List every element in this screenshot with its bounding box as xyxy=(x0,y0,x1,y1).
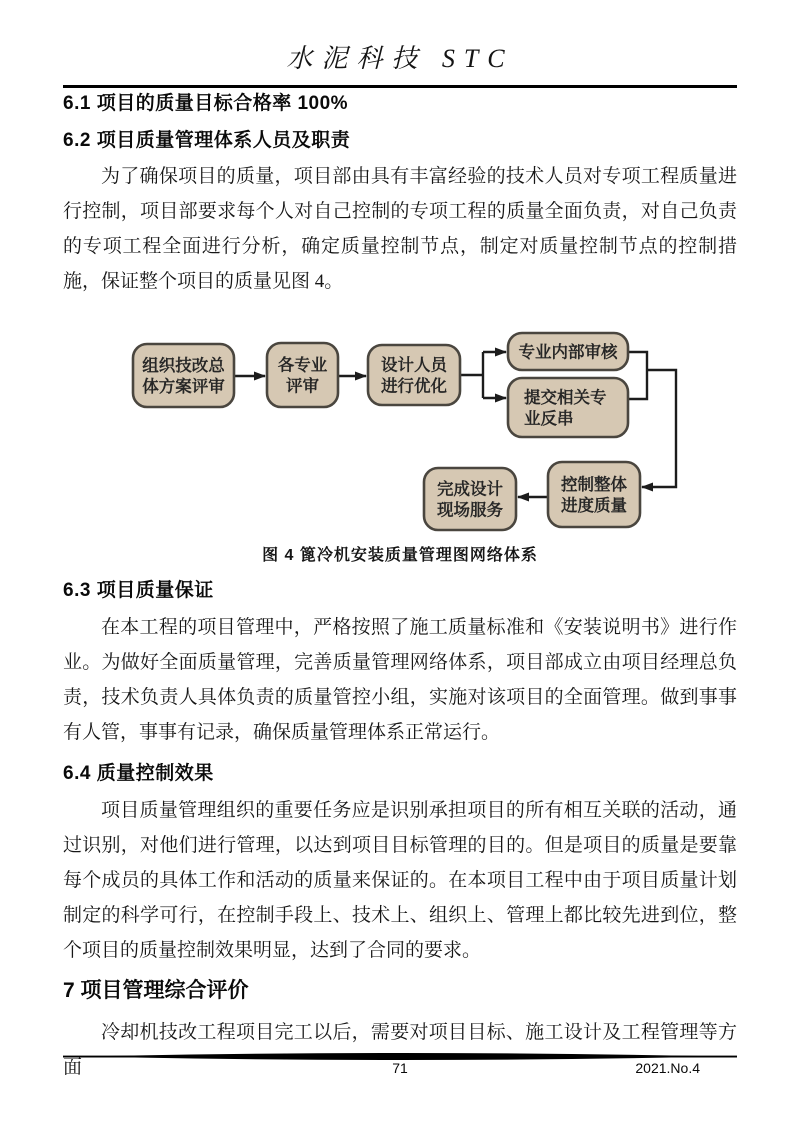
flowchart-box-design-optimize xyxy=(368,345,460,405)
flowchart-box-specialty-review xyxy=(267,343,338,407)
flowchart-box-specialty-review-label: 各专业评审 xyxy=(277,356,328,396)
section-heading-6-4: 6.4 质量控制效果 xyxy=(63,763,214,784)
flowchart-box-cross-check xyxy=(508,378,628,437)
paragraph-7: 冷却机技改工程项目完工以后，需要对项目目标、施工设计及工程管理等方面 xyxy=(63,1022,737,1078)
header-rule xyxy=(63,85,737,88)
section-heading-6-1: 6.1 项目的质量目标合格率 100% xyxy=(63,93,349,114)
section-heading-6-2: 6.2 项目质量管理体系人员及职责 xyxy=(63,130,351,151)
flowchart-box-cross-check-label: 提交相关专业反串 xyxy=(524,389,607,428)
flowchart-figure xyxy=(63,325,737,535)
document-page xyxy=(63,0,737,1122)
paragraph-6-3: 在本工程的项目管理中，严格按照了施工质量标准和《安装说明书》进行作业。为做好全面质量管理，完善质量管理网络体系，项目部成立由项目经理总负责，技术负责人具体负责的质量管控小组，实施对该项目的全面管理。做到事事有人管，事事有记录，确保质量管理体系正常运行。 xyxy=(63,617,737,743)
flowchart-box-plan-review-label: 组织技改总体方案评审 xyxy=(142,357,225,396)
section-heading-7: 7 项目管理综合评价 xyxy=(63,979,249,1002)
flowchart-box-internal-audit-label: 专业内部审核 xyxy=(518,343,618,362)
paragraph-6-2: 为了确保项目的质量，项目部由具有丰富经验的技术人员对专项工程质量进行控制，项目部要求每个人对自己控制的专项工程的质量全面负责，对自己负责的专项工程全面进行分析，确定质量控制节点，制定对质量控制节点的控制措施，保证整个项目的质量见图 4。 xyxy=(63,166,737,292)
journal-title: 水泥科技 STC xyxy=(286,44,514,73)
flowchart-box-site-service xyxy=(424,468,516,530)
flowchart-box-control-progress-label: 控制整体进度质量 xyxy=(561,476,627,515)
connector-right-bracket xyxy=(628,352,647,399)
paragraph-6-4: 项目质量管理组织的重要任务应是识别承担项目的所有相互关联的活动，通过识别，对他们进行管理，以达到项目目标管理的目的。但是项目的质量是要靠每个成员的具体工作和活动的质量来保证的。在本项目工程中由于项目质量计划制定的科学可行，在控制手段上、技术上、组织上、管理上都比较先进到位，整个项目的质量控制效果明显，达到了合同的要求。 xyxy=(63,800,737,961)
footer xyxy=(63,1060,737,1080)
figure-caption: 图 4 篦冷机安装质量管理图网络体系 xyxy=(262,547,538,564)
flowchart-box-design-optimize-label: 设计人员进行优化 xyxy=(381,356,447,396)
footer-issue: 2021.No.4 xyxy=(635,1060,700,1076)
flowchart-box-site-service-label: 完成设计现场服务 xyxy=(437,480,503,520)
section-heading-6-3: 6.3 项目质量保证 xyxy=(63,580,214,601)
flowchart-boxes xyxy=(133,333,640,530)
connector-design-split xyxy=(460,352,483,398)
flowchart-box-plan-review xyxy=(133,344,234,407)
footer-page-number: 71 xyxy=(392,1060,408,1076)
flowchart-box-control-progress xyxy=(548,462,640,527)
footer-rule xyxy=(63,1049,737,1059)
